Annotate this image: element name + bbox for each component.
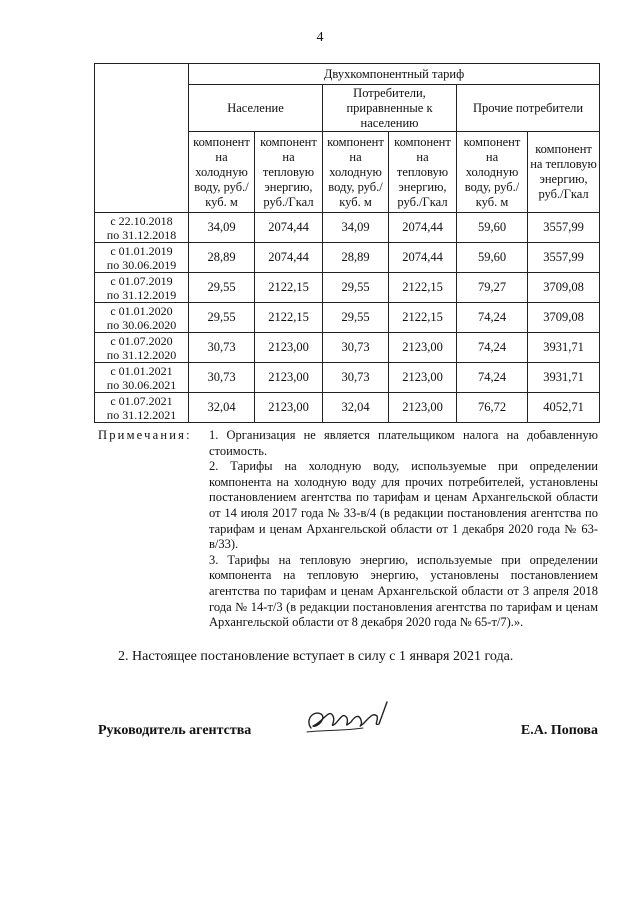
tariff-value-cell: 3709,08 bbox=[528, 273, 600, 303]
period-cell bbox=[95, 363, 189, 393]
tariff-value-cell: 32,04 bbox=[323, 393, 389, 423]
group-header-population: Население bbox=[189, 85, 323, 132]
table-row bbox=[95, 363, 600, 393]
notes-label: Примечания: bbox=[98, 428, 192, 442]
tariff-value-cell: 3931,71 bbox=[528, 333, 600, 363]
tariff-value-cell: 34,09 bbox=[189, 213, 255, 243]
period-cell bbox=[95, 303, 189, 333]
period-header-cell bbox=[95, 64, 189, 213]
tariff-value-cell: 30,73 bbox=[323, 363, 389, 393]
tariff-value-cell: 2074,44 bbox=[255, 213, 323, 243]
table-header-top: Двухкомпонентный тариф bbox=[189, 64, 600, 85]
tariff-value-cell: 79,27 bbox=[457, 273, 528, 303]
note-item: 3. Тарифы на тепловую энергию, используемые при определении компонента на тепловую энергию, установлены постановлением агентства по тарифам и ценам Архангельской области от 3 апреля 2018 года № 14-т/3 (в редакции постановления агентства по тарифам и ценам Архангельской области от 8 декабря 2020 года № 65-т/7).». bbox=[209, 552, 598, 630]
tariff-value-cell: 2122,15 bbox=[255, 273, 323, 303]
tariff-value-cell: 59,60 bbox=[457, 243, 528, 273]
component-header: компонент на тепловую энергию, руб./Гкал bbox=[389, 132, 457, 213]
period-from: с 01.07.2020 bbox=[110, 333, 173, 348]
period-from: с 22.10.2018 bbox=[110, 213, 173, 228]
tariff-value-cell: 29,55 bbox=[189, 273, 255, 303]
page-number: 4 bbox=[316, 30, 324, 45]
tariff-value-cell: 28,89 bbox=[189, 243, 255, 273]
period-to: по 31.12.2020 bbox=[106, 347, 177, 362]
tariff-value-cell: 3931,71 bbox=[528, 363, 600, 393]
component-header: компонент на холодную воду, руб./куб. м bbox=[323, 132, 389, 213]
tariff-value-cell: 74,24 bbox=[457, 303, 528, 333]
table-row bbox=[95, 213, 600, 243]
tariff-value-cell: 2123,00 bbox=[389, 333, 457, 363]
tariff-value-cell: 32,04 bbox=[189, 393, 255, 423]
period-to: по 31.12.2021 bbox=[106, 407, 177, 422]
period-cell bbox=[95, 243, 189, 273]
tariff-value-cell: 59,60 bbox=[457, 213, 528, 243]
tariff-value-cell: 2122,15 bbox=[389, 273, 457, 303]
signature-block bbox=[98, 720, 598, 750]
tariff-value-cell: 76,72 bbox=[457, 393, 528, 423]
tariff-value-cell: 2122,15 bbox=[389, 303, 457, 333]
tariff-table bbox=[94, 63, 600, 423]
period-from: с 01.01.2019 bbox=[110, 243, 173, 258]
table-row bbox=[95, 303, 600, 333]
period-from: с 01.01.2020 bbox=[110, 303, 173, 318]
period-to: по 30.06.2020 bbox=[106, 317, 177, 332]
period-cell bbox=[95, 213, 189, 243]
tariff-value-cell: 2123,00 bbox=[255, 363, 323, 393]
tariff-value-cell: 30,73 bbox=[189, 333, 255, 363]
tariff-value-cell: 2123,00 bbox=[389, 393, 457, 423]
period-to: по 31.12.2019 bbox=[106, 287, 177, 302]
component-header: компонент на холодную воду, руб./куб. м bbox=[189, 132, 255, 213]
tariff-value-cell: 2122,15 bbox=[255, 303, 323, 333]
component-header: компонент на тепловую энергию, руб./Гкал bbox=[255, 132, 323, 213]
period-from: с 01.01.2021 bbox=[110, 363, 173, 378]
tariff-value-cell: 2123,00 bbox=[255, 333, 323, 363]
tariff-value-cell: 4052,71 bbox=[528, 393, 600, 423]
period-to: по 30.06.2021 bbox=[106, 377, 177, 392]
signatory-name: Е.А. Попова bbox=[520, 723, 598, 738]
table-row bbox=[95, 273, 600, 303]
period-from: с 01.07.2021 bbox=[110, 393, 173, 408]
period-to: по 30.06.2019 bbox=[106, 257, 177, 272]
component-header: компонент на холодную воду, руб./куб. м bbox=[457, 132, 528, 213]
table-row bbox=[95, 333, 600, 363]
signatory-title: Руководитель агентства bbox=[98, 723, 252, 738]
tariff-value-cell: 30,73 bbox=[323, 333, 389, 363]
tariff-value-cell: 74,24 bbox=[457, 363, 528, 393]
group-header-other: Прочие потребители bbox=[457, 85, 600, 132]
period-cell bbox=[95, 393, 189, 423]
tariff-value-cell: 74,24 bbox=[457, 333, 528, 363]
handwritten-signature bbox=[303, 698, 393, 744]
effective-date-clause: 2. Настоящее постановление вступает в силу с 1 января 2021 года. bbox=[118, 649, 514, 664]
tariff-value-cell: 34,09 bbox=[323, 213, 389, 243]
tariff-value-cell: 29,55 bbox=[323, 273, 389, 303]
notes-body bbox=[209, 428, 598, 631]
tariff-value-cell: 2123,00 bbox=[255, 393, 323, 423]
tariff-value-cell: 2074,44 bbox=[255, 243, 323, 273]
tariff-value-cell: 28,89 bbox=[323, 243, 389, 273]
tariff-value-cell: 3557,99 bbox=[528, 243, 600, 273]
tariff-value-cell: 3557,99 bbox=[528, 213, 600, 243]
tariff-value-cell: 3709,08 bbox=[528, 303, 600, 333]
period-cell bbox=[95, 333, 189, 363]
table-row bbox=[95, 243, 600, 273]
period-from: с 01.07.2019 bbox=[110, 273, 173, 288]
tariff-value-cell: 29,55 bbox=[323, 303, 389, 333]
table-row bbox=[95, 393, 600, 423]
tariff-value-cell: 2074,44 bbox=[389, 243, 457, 273]
tariff-value-cell: 29,55 bbox=[189, 303, 255, 333]
group-header-equivalent: Потребители, приравненные к населению bbox=[323, 85, 457, 132]
component-header: компонент на тепловую энергию, руб./Гкал bbox=[528, 132, 600, 213]
period-cell bbox=[95, 273, 189, 303]
tariff-value-cell: 2074,44 bbox=[389, 213, 457, 243]
note-item: 2. Тарифы на холодную воду, используемые при определении компонента на холодную воду для прочих потребителей, установлены постановлением агентства по тарифам и ценам Архангельской области от 14 июля 2017 года № 33-в/4 (в редакции постановления агентства по тарифам и ценам Архангельской области от 1 декабря 2020 года № 63-в/33). bbox=[209, 459, 598, 552]
period-to: по 31.12.2018 bbox=[106, 227, 177, 242]
tariff-value-cell: 30,73 bbox=[189, 363, 255, 393]
note-item: 1. Организация не является плательщиком налога на добавленную стоимость. bbox=[209, 428, 598, 458]
tariff-value-cell: 2123,00 bbox=[389, 363, 457, 393]
